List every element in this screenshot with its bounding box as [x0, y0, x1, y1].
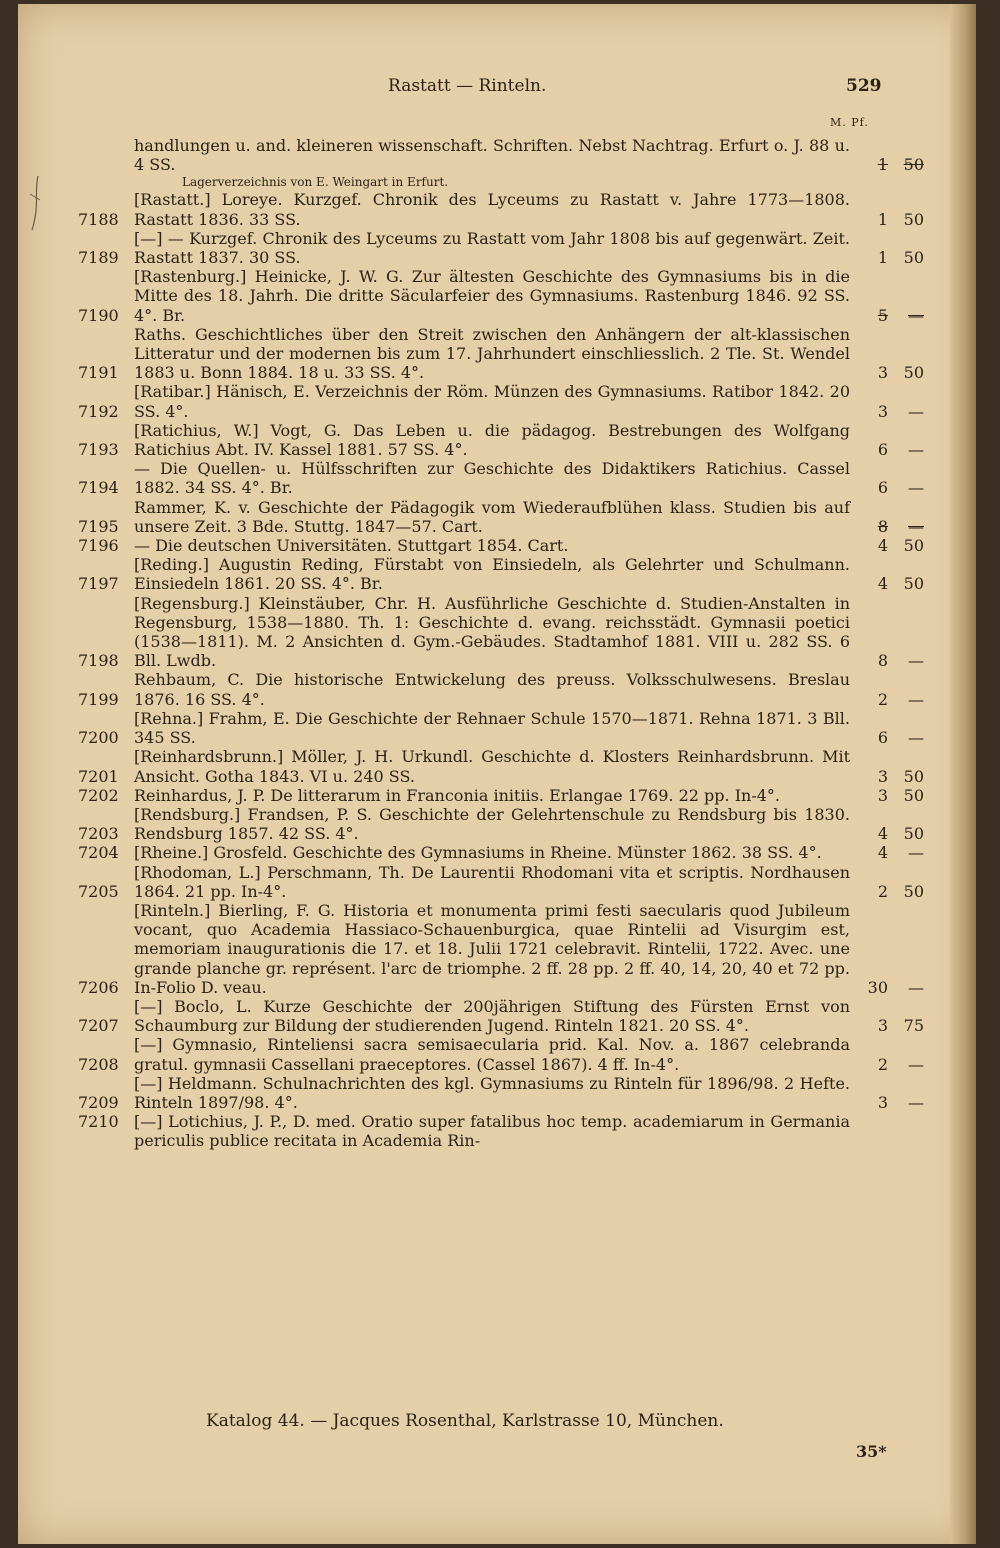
price-pfennig: — [908, 1092, 924, 1112]
catalog-entry [78, 997, 928, 1035]
price-marks: 4 [877, 574, 888, 594]
entry-text: [Rhodoman, L.] Perschmann, Th. De Laurentii Rhodomani vita et scriptis. Nordhausen 1864. 21 pp. In-4°. [134, 862, 850, 901]
catalog-entry [78, 594, 928, 671]
catalog-entry [78, 901, 928, 997]
price-pfennig: — [908, 689, 924, 709]
entry-text: [—] — Kurzgef. Chronik des Lyceums zu Rastatt vom Jahr 1808 bis auf gegenwärt. Zeit. Rastatt 1837. 30 SS. [134, 228, 850, 268]
entry-price [856, 728, 928, 747]
price-marks: 1 [877, 209, 888, 229]
entry-number: 7201 [78, 766, 119, 786]
entry-number: 7204 [78, 843, 119, 863]
catalog-footer: Katalog 44. — Jacques Rosenthal, Karlstrasse 10, München. [206, 1411, 724, 1431]
entry-text: [Ratibar.] Hänisch, E. Verzeichnis der Röm. Münzen des Gymnasiums. Ratibor 1842. 20 SS. 4°. [134, 382, 850, 421]
entry-text: [Rastatt.] Loreye. Kurzgef. Chronik des Lyceums zu Rastatt v. Jahre 1773—1808. Rastatt 1836. 33 SS. [134, 190, 850, 229]
entry-number: 7192 [78, 401, 119, 421]
price-pfennig: — [908, 651, 924, 671]
entry-price [856, 478, 928, 497]
price-pfennig: — [908, 1054, 924, 1074]
entry-number: 7202 [78, 785, 119, 805]
price-pfennig: 50 [903, 363, 924, 383]
catalog-entry [78, 863, 928, 901]
price-marks: 4 [877, 824, 888, 844]
catalog-entry [78, 1074, 928, 1112]
price-marks: 4 [877, 536, 888, 556]
price-pfennig: 50 [903, 536, 924, 556]
price-marks: 3 [877, 785, 888, 805]
entry-number: 7195 [78, 516, 119, 536]
price-pfennig: 50 [903, 209, 924, 229]
entry-price [856, 363, 928, 382]
price-marks: 6 [877, 728, 888, 748]
price-marks: 2 [877, 1054, 888, 1074]
entry-price [856, 1112, 928, 1131]
entry-text: Raths. Geschichtliches über den Streit zwischen den Anhängern der alt-klassischen Litteratur und der modernen bis zum 17. Jahrhundert einschliesslich. 2 Tle. St. Wendel 1883 u. Bonn 1884. 18 u. 33 SS. 4°. [134, 324, 850, 383]
entry-text: Reinhardus, J. P. De litterarum in Franconia initiis. Erlangae 1769. 22 pp. In-4°. [134, 785, 780, 805]
entry-text: [Rinteln.] Bierling, F. G. Historia et monumenta primi festi saecularis quod Jubileum vocant, quo Academia Hassiaco-Schauenburgica, quae Rintelii ad Visurgim est, memoriam inaugurationis die 17. et 18. Julii 1721 celebravit. Rintelii, 1722. Avec. une grande planche gr. représent. l'arc de triomphe. 2 ff. 28 pp. 2 ff. 40, 14, 20, 40 et 72 pp. In-Folio D. veau. [134, 900, 850, 997]
entry-number: 7207 [78, 1016, 119, 1036]
catalog-entry [78, 536, 928, 555]
entry-text: handlungen u. and. kleineren wissenschaft. Schriften. Nebst Nachtrag. Erfurt o. J. 88 u. 4 SS. [134, 136, 850, 175]
price-pfennig: — [908, 478, 924, 498]
price-marks: 3 [877, 1092, 888, 1112]
entry-price [856, 1055, 928, 1074]
price-pfennig: — [908, 305, 924, 325]
entry-number: 7206 [78, 977, 119, 997]
price-marks: 30 [867, 977, 888, 997]
entry-price [856, 306, 928, 325]
entry-price [856, 248, 928, 267]
price-marks: 3 [877, 766, 888, 786]
entry-number: 7194 [78, 478, 119, 498]
entry-text: [Rheine.] Grosfeld. Geschichte des Gymnasiums in Rheine. Münster 1862. 38 SS. 4°. [134, 843, 822, 863]
running-title: Rastatt — Rinteln. [388, 76, 547, 96]
catalog-entry [78, 555, 928, 593]
price-marks: 6 [877, 478, 888, 498]
entry-text: — Die Quellen- u. Hülfsschriften zur Geschichte des Didaktikers Ratichius. Cassel 1882. 34 SS. 4°. Br. [134, 459, 850, 498]
catalog-entry [78, 1112, 928, 1150]
catalog-entry [78, 190, 928, 228]
price-marks: 5 [877, 305, 888, 325]
price-marks: 8 [877, 651, 888, 671]
price-marks: 4 [877, 843, 888, 863]
price-marks: 6 [877, 440, 888, 460]
entry-number: 7208 [78, 1054, 119, 1074]
entry-number: 7200 [78, 728, 119, 748]
entry-number: 7199 [78, 689, 119, 709]
entry-text: [Rastenburg.] Heinicke, J. W. G. Zur ältesten Geschichte des Gymnasiums bis in die Mitte des 18. Jahrh. Die dritte Säcularfeier des Gymnasiums. Rastenburg 1846. 92 SS. 4°. Br. [134, 267, 850, 325]
price-marks: 1 [877, 248, 888, 268]
entry-price [856, 1093, 928, 1112]
entry-text: Rammer, K. v. Geschichte der Pädagogik vom Wiederaufblühen klass. Studien bis auf unsere Zeit. 3 Bde. Stuttg. 1847—57. Cart. [134, 497, 850, 536]
catalog-entry [78, 382, 928, 420]
catalog-entry [78, 421, 928, 459]
price-marks: 8 [877, 516, 888, 536]
entry-text: [Rendsburg.] Frandsen, P. S. Geschichte der Gelehrtenschule zu Rendsburg bis 1830. Rendsburg 1857. 42 SS. 4°. [134, 804, 850, 844]
price-pfennig: 50 [903, 766, 924, 786]
entry-text: [—] Heldmann. Schulnachrichten des kgl. Gymnasiums zu Rinteln für 1896/98. 2 Hefte. Rinteln 1897/98. 4°. [134, 1073, 850, 1112]
entry-text: [—] Lotichius, J. P., D. med. Oratio super fatalibus hoc temp. academiarum in Germania periculis publice recitata in Academia Rin- [134, 1112, 850, 1151]
price-marks: 3 [877, 1016, 888, 1036]
entry-number: 7209 [78, 1092, 119, 1112]
entry-price [856, 402, 928, 421]
price-column-label: M. Pf. [830, 116, 869, 129]
price-pfennig: 50 [903, 248, 924, 268]
entry-price [856, 155, 928, 174]
price-pfennig: — [908, 977, 924, 997]
signature-mark: 35* [856, 1442, 887, 1461]
catalog-entry [78, 325, 928, 383]
entry-number: 7189 [78, 248, 119, 268]
catalog-entry [78, 670, 928, 708]
entry-price [856, 1016, 928, 1035]
entry-number: 7197 [78, 574, 119, 594]
price-pfennig: — [908, 843, 924, 863]
entry-price [856, 824, 928, 843]
entry-price [856, 882, 928, 901]
entry-text: Rehbaum, C. Die historische Entwickelung des preuss. Volksschulwesens. Breslau 1876. 16 SS. 4°. [134, 670, 850, 709]
catalog-entry [78, 747, 928, 785]
pencil-mark-icon [24, 174, 46, 234]
price-pfennig: 50 [903, 785, 924, 805]
entry-number: 7193 [78, 440, 119, 460]
entry-text: [Regensburg.] Kleinstäuber, Chr. H. Ausführliche Geschichte d. Studien-Anstalten in Regensburg, 1538—1880. Th. 1: Geschichte d. evang. reichsstädt. Gymnasii poetici (1538—1811). M. 2 Ansichten d. Gym.-Gebäudes. Stadtamhof 1881. VIII u. 282 SS. 6 Bll. Lwdb. [134, 593, 850, 671]
price-pfennig: 75 [903, 1016, 924, 1036]
catalog-entry [78, 805, 928, 843]
price-marks: 2 [877, 689, 888, 709]
entry-number: 7205 [78, 881, 119, 901]
price-marks: 3 [877, 401, 888, 421]
entry-number: 7188 [78, 209, 119, 229]
price-marks: 1 [877, 155, 888, 175]
entry-text: [Reinhardsbrunn.] Möller, J. H. Urkundl. Geschichte d. Klosters Reinhardsbrunn. Mit Ansicht. Gotha 1843. VI u. 240 SS. [134, 747, 850, 786]
entry-text: [Ratichius, W.] Vogt, G. Das Leben u. die pädagog. Bestrebungen des Wolfgang Ratichius Abt. IV. Kassel 1881. 57 SS. 4°. [134, 420, 850, 460]
catalog-entry [78, 459, 928, 497]
entry-price [856, 574, 928, 593]
price-pfennig: — [908, 440, 924, 460]
entry-price [856, 767, 928, 786]
entry-number: 7210 [78, 1112, 119, 1132]
price-pfennig: 50 [903, 824, 924, 844]
price-pfennig: — [908, 516, 924, 536]
catalog-entries [78, 136, 928, 1151]
entry-price [856, 536, 928, 555]
entry-text: — Die deutschen Universitäten. Stuttgart 1854. Cart. [134, 536, 569, 556]
price-pfennig: 50 [903, 574, 924, 594]
catalog-entry [78, 267, 928, 325]
price-marks: 2 [877, 881, 888, 901]
price-marks: 3 [877, 363, 888, 383]
price-pfennig: 50 [903, 881, 924, 901]
price-pfennig: 50 [903, 155, 924, 175]
entry-number: 7190 [78, 305, 119, 325]
entry-price [856, 517, 928, 536]
entry-price [856, 440, 928, 459]
catalog-entry [78, 843, 928, 862]
entry-number: 7191 [78, 363, 119, 383]
price-pfennig: — [908, 401, 924, 421]
price-pfennig: — [908, 728, 924, 748]
catalog-entry [78, 229, 928, 267]
entry-text: [Reding.] Augustin Reding, Fürstabt von Einsiedeln, als Gelehrter und Schulmann. Einsiedeln 1861. 20 SS. 4°. Br. [134, 555, 850, 594]
page-edge [950, 4, 976, 1544]
entry-text: [—] Boclo, L. Kurze Geschichte der 200jährigen Stiftung des Fürsten Ernst von Schaumburg zur Bildung der studierenden Jugend. Rinteln 1821. 20 SS. 4°. [134, 996, 850, 1036]
entry-text: [Rehna.] Frahm, E. Die Geschichte der Rehnaer Schule 1570—1871. Rehna 1871. 3 Bll. 345 SS. [134, 708, 850, 748]
entry-number: 7196 [78, 536, 119, 556]
catalog-entry [78, 709, 928, 747]
entry-price [856, 786, 928, 805]
entry-price [856, 843, 928, 862]
catalog-entry [78, 1035, 928, 1073]
catalog-page [18, 4, 976, 1544]
entry-price [856, 651, 928, 670]
entry-price [856, 210, 928, 229]
entry-number: 7198 [78, 651, 119, 671]
catalog-entry [78, 786, 928, 805]
catalog-entry [78, 498, 928, 536]
catalog-entry [78, 136, 928, 174]
entry-text: [—] Gymnasio, Rinteliensi sacra semisaecularia prid. Kal. Nov. a. 1867 celebranda gratul. gymnasii Cassellani praeceptores. (Cassel 1867). 4 ff. In-4°. [134, 1035, 850, 1074]
page-number: 529 [846, 76, 882, 96]
entry-subnote: Lagerverzeichnis von E. Weingart in Erfurt. [182, 175, 449, 190]
entry-price [856, 978, 928, 997]
entry-number: 7203 [78, 824, 119, 844]
entry-price [856, 690, 928, 709]
